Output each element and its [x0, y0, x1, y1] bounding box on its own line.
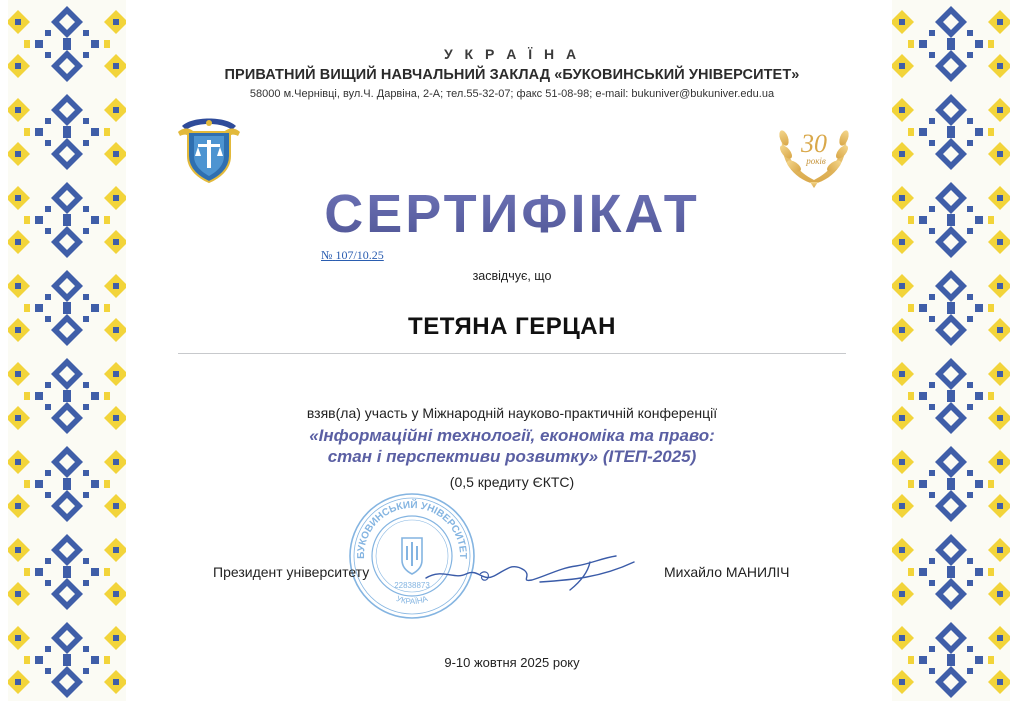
right-ornament-border — [892, 0, 1010, 701]
recipient-name: ТЕТЯНА ГЕРЦАН — [408, 313, 616, 340]
ects-credits: (0,5 кредиту ЄКТС) — [449, 474, 575, 490]
participation-text: взяв(ла) участь у Міжнародній науково-практичній конференції — [306, 405, 718, 421]
embroidery-pattern-icon — [8, 0, 126, 701]
embroidery-pattern-icon — [892, 0, 1010, 701]
certificate-title: СЕРТИФІКАТ — [324, 184, 700, 244]
institution-address: 58000 м.Чернівці, вул.Ч. Дарвіна, 2-А; тел.55-32-07; факс 51-08-98; e-mail: bukuniver@bukuniver.edu.ua — [249, 88, 775, 100]
certifies-text: засвідчує, що — [472, 269, 552, 283]
name-divider — [178, 353, 846, 354]
conference-title-line-1: «Інформаційні технології, економіка та право: — [309, 426, 715, 445]
university-coat-of-arms-icon — [174, 112, 244, 184]
country-heading: У К Р А Ї Н А — [443, 46, 581, 62]
conference-date: 9-10 жовтня 2025 року — [444, 655, 580, 670]
left-ornament-border — [8, 0, 126, 701]
institution-name: ПРИВАТНИЙ ВИЩИЙ НАВЧАЛЬНИЙ ЗАКЛАД «БУКОВИНСЬКИЙ УНІВЕРСИТЕТ» — [224, 67, 800, 83]
badge-years: 30 — [801, 129, 827, 158]
seal-code: 22838873 — [394, 581, 430, 590]
conference-title-line-2: стан і перспективи розвитку» (ІТЕП-2025) — [327, 447, 697, 466]
signer-name: Михайло МАНИЛІЧ — [664, 564, 790, 580]
handwritten-signature-icon — [420, 548, 650, 598]
certificate-number — [321, 248, 384, 263]
badge-years-word: років — [806, 156, 826, 166]
signer-role: Президент університету — [213, 564, 370, 580]
seal-top-text: БУКОВИНСЬКИЙ УНІВЕРСИТЕТ — [355, 499, 469, 559]
certificate-number-value: 107/10.25 — [335, 248, 384, 262]
certificate-number-prefix: № — [321, 248, 333, 262]
laurel-30-years-icon — [770, 108, 858, 190]
seal-bottom-text: УКРАЇНА — [395, 594, 429, 607]
